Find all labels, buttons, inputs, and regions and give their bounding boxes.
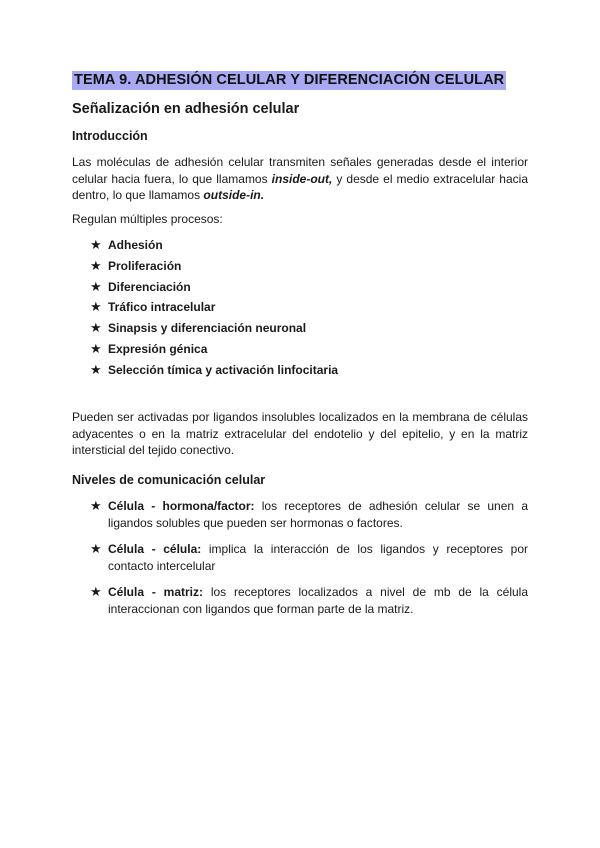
star-icon: ★ [90,299,102,315]
star-icon: ★ [90,498,102,513]
document-title: TEMA 9. ADHESIÓN CELULAR Y DIFERENCIACIÓN CELULAR [74,72,505,88]
star-icon: ★ [90,541,102,556]
star-icon: ★ [90,320,102,336]
list-item: ★ Célula - matriz: los receptores localizados a nivel de mb de la célula interaccionan con ligandos que forman parte de la matriz. [90,584,528,616]
levels-heading: Niveles de comunicación celular [72,473,266,487]
star-icon: ★ [90,584,102,599]
section-heading: Señalización en adhesión celular [72,101,300,117]
list-item: ★ Selección tímica y activación linfocitaria [90,361,339,377]
list-item: ★ Diferenciación [90,278,191,294]
list-item: ★ Tráfico intracelular [90,299,216,315]
list-item: ★ Expresión génica [90,340,208,356]
star-icon: ★ [90,257,102,273]
processes-list [90,237,338,383]
levels-list [90,498,528,627]
inside-out-term: inside-out, [271,171,333,186]
star-icon: ★ [90,278,102,294]
list-item: ★ Célula - célula: implica la interacción de los ligandos y receptores por contacto intercelular [90,541,528,573]
outside-in-term: outside-in. [203,188,265,202]
list-item: ★ Célula - hormona/factor: los receptores de adhesión celular se unen a ligandos solubles que pueden ser hormonas o factores. [90,498,528,530]
intro-paragraph [72,154,528,204]
star-icon: ★ [90,237,102,252]
star-icon: ★ [90,340,102,356]
intro-text-1: Las moléculas de adhesión celular transmiten señales generadas desde el interior celular hacia fuera, lo que llamamos [72,155,528,186]
intro-text-2: y desde el medio extracelular hacia dentro, lo que llamamos [72,171,528,202]
star-icon: ★ [90,361,102,377]
ligands-paragraph: Pueden ser activadas por ligandos insolubles localizados en la membrana de células adyacentes o en la matriz extracelular del endotelio y del epitelio, y en la matriz intersticial del tejido conectivo. [72,410,528,457]
list-item: ★ Sinapsis y diferenciación neuronal [90,320,307,336]
list-item: ★ Proliferación [90,257,182,273]
intro-heading: Introducción [72,129,148,143]
processes-intro: Regulan múltiples procesos: [72,212,223,226]
list-item: ★ Adhesión [90,237,163,252]
